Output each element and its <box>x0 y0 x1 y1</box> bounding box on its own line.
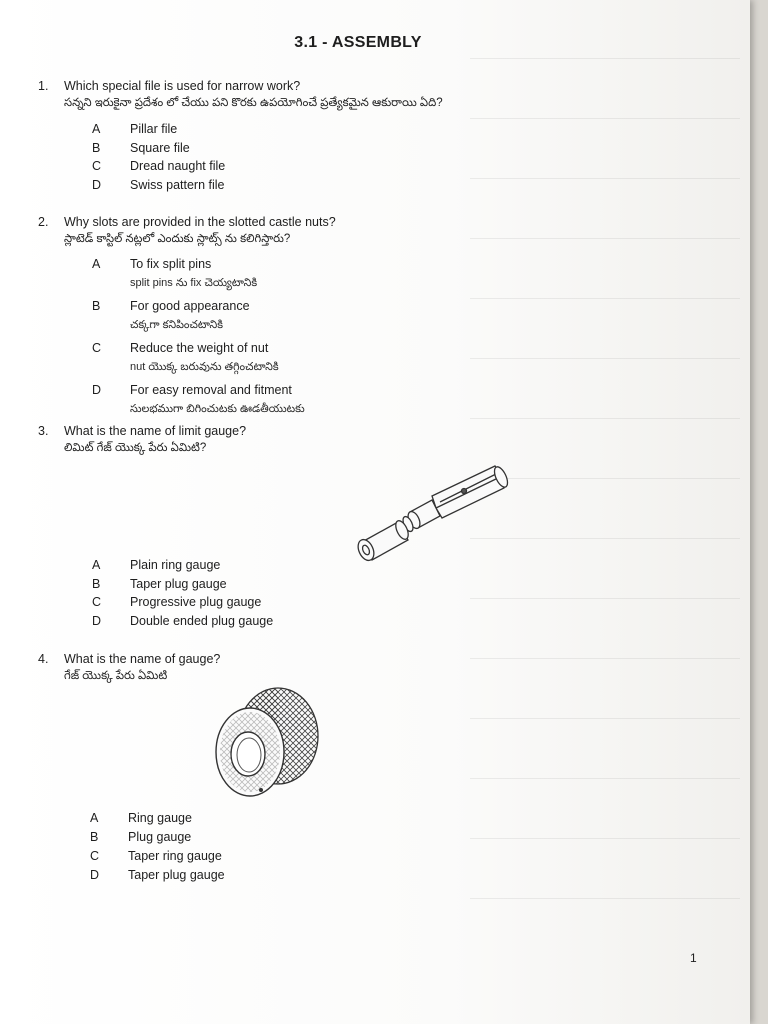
option-letter: D <box>92 383 102 397</box>
option-text: Plain ring gauge <box>130 558 221 572</box>
option-letter: D <box>92 613 102 628</box>
option-letter: B <box>90 830 99 844</box>
option-letter: C <box>92 159 102 174</box>
option-telugu: nut యొక్క బరువును తగ్గించటానికి <box>130 361 279 373</box>
option <box>92 139 225 158</box>
option <box>90 828 225 847</box>
question-number: 4. <box>38 652 49 666</box>
option-text: Reduce the weight of nut <box>130 341 269 355</box>
option-letter: C <box>92 341 102 355</box>
question-telugu: లిమిట్ గేజ్ యొక్క పేరు ఏమిటి? <box>64 442 207 454</box>
option <box>90 809 225 828</box>
option-text: Taper ring gauge <box>128 849 222 863</box>
option-text: Taper plug gauge <box>128 868 225 882</box>
option-letter: C <box>90 849 100 863</box>
question-text: What is the name of gauge? <box>64 652 221 666</box>
option-letter: A <box>90 811 99 825</box>
question-text: What is the name of limit gauge? <box>64 424 247 438</box>
option <box>92 176 225 195</box>
option-text: Square file <box>130 140 190 155</box>
options-q1 <box>92 120 225 195</box>
option-text: Ring gauge <box>128 811 192 825</box>
option-letter: A <box>92 558 101 572</box>
option-letter: B <box>92 299 101 313</box>
question-number: 1. <box>38 79 49 93</box>
option-text: Swiss pattern file <box>130 178 225 193</box>
option-letter: D <box>90 868 100 882</box>
option <box>92 612 273 631</box>
option-text: Taper plug gauge <box>130 576 227 591</box>
option-letter: A <box>92 257 101 271</box>
option-text: Dread naught file <box>130 159 226 174</box>
option-letter: A <box>92 122 101 136</box>
question-number: 3. <box>38 424 49 438</box>
page-number: 1 <box>690 951 697 965</box>
option <box>92 120 225 139</box>
question-telugu: గేజ్ యొక్క పేరు ఏమిటి <box>64 670 168 682</box>
option-letter: D <box>92 178 102 193</box>
question-4 <box>38 651 220 684</box>
question-3 <box>38 423 246 456</box>
option-text: Progressive plug gauge <box>130 595 262 609</box>
options-q4 <box>90 809 225 885</box>
option-telugu: split pins ను fix చెయ్యటానికి <box>130 277 258 289</box>
option-telugu: చక్కగా కనిపించటానికి <box>130 319 223 331</box>
option-telugu: సులభముగా బిగించుటకు ఊడతీయుటకు <box>130 403 305 415</box>
option <box>92 256 305 298</box>
option <box>92 382 305 424</box>
option <box>92 298 305 340</box>
options-q2 <box>92 256 305 424</box>
question-text: Why slots are provided in the slotted castle nuts? <box>64 215 336 229</box>
question-telugu: సన్నని ఇరుకైనా ప్రదేశం లో చేయు పని కొరకు ఉపయోగించే ప్రత్యేకమైన ఆకురాయి ఏది? <box>64 97 443 109</box>
option <box>90 866 225 885</box>
knurled-ring-gauge-drawing <box>212 686 324 806</box>
option-text: For good appearance <box>130 299 250 313</box>
progressive-plug-gauge-drawing <box>350 458 515 568</box>
page-title: 3.1 - ASSEMBLY <box>294 34 422 51</box>
options-q3 <box>92 556 273 630</box>
option <box>92 575 273 594</box>
option-letter: B <box>92 140 101 155</box>
option-letter: B <box>92 576 101 591</box>
question-1 <box>38 78 443 111</box>
option-letter: C <box>92 595 102 609</box>
question-telugu: స్లాటెడ్ కాస్టిల్ నట్లలో ఎందుకు స్లాట్స్ ను కలిగిస్తారు? <box>64 233 291 245</box>
option <box>92 593 273 612</box>
option-text: Plug gauge <box>128 830 192 844</box>
option-text: To fix split pins <box>130 257 212 271</box>
option-text: Double ended plug gauge <box>130 613 274 628</box>
option <box>90 847 225 866</box>
option-text: For easy removal and fitment <box>130 383 292 397</box>
option <box>92 556 273 575</box>
question-text: Which special file is used for narrow work? <box>64 79 301 93</box>
question-number: 2. <box>38 215 49 229</box>
option <box>92 340 305 382</box>
question-2 <box>38 214 336 247</box>
option <box>92 157 225 176</box>
option-text: Pillar file <box>130 122 178 136</box>
